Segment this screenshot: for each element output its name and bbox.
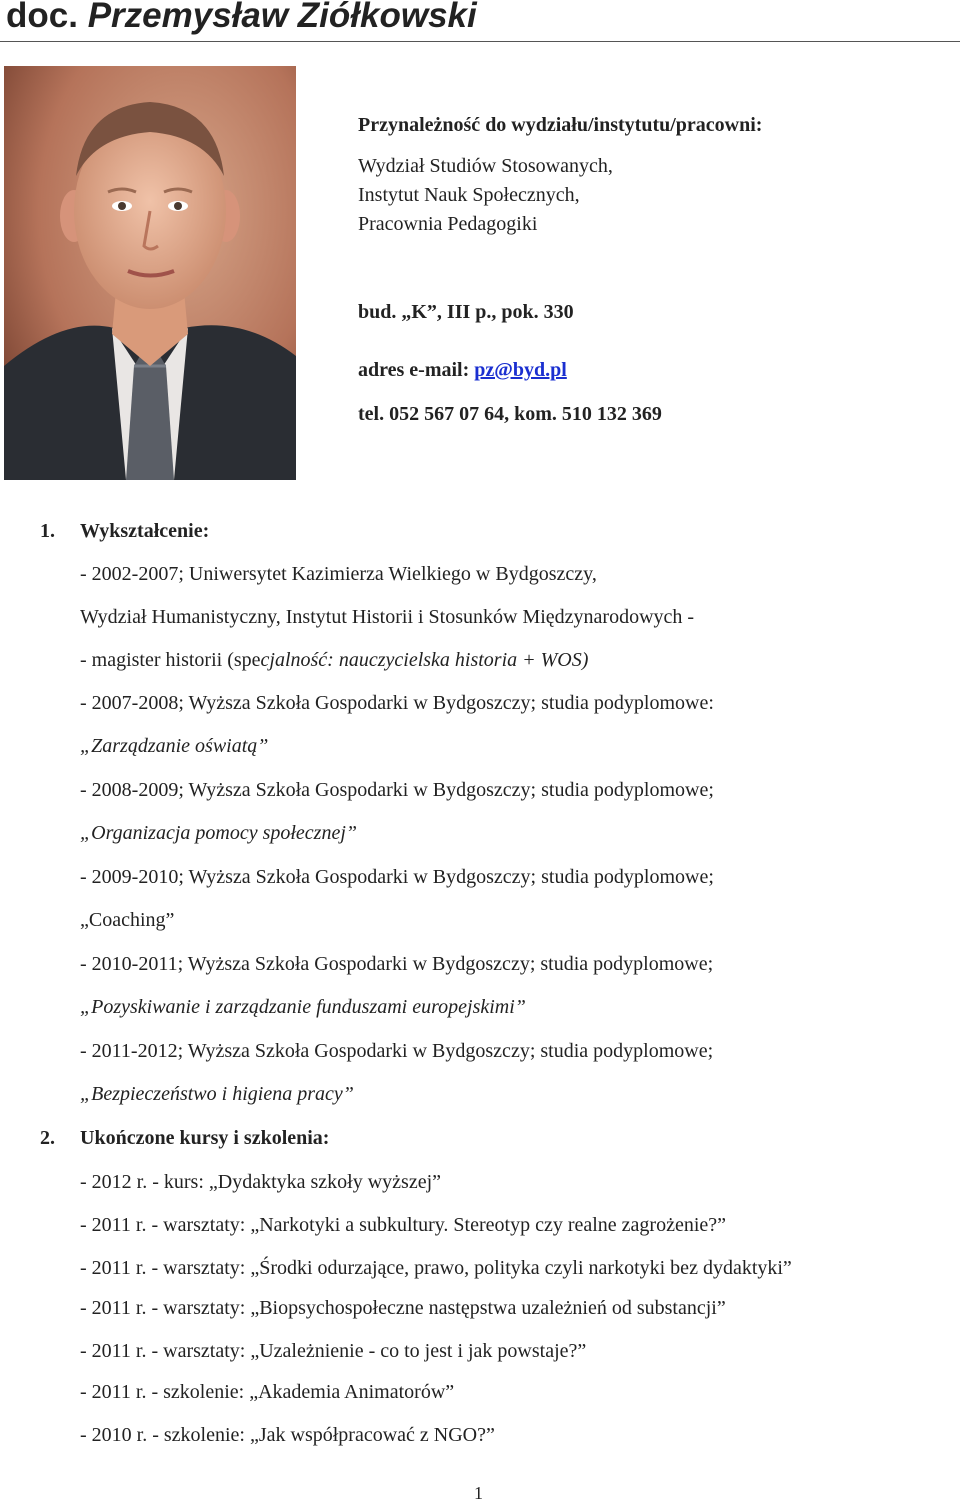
education-line: - 2008-2009; Wyższa Szkoła Gospodarki w Bydgoszczy; studia podyplomowe; <box>80 779 714 801</box>
education-line: „Pozyskiwanie i zarządzanie funduszami europejskimi” <box>80 996 526 1018</box>
education-line: „Coaching” <box>80 909 175 931</box>
course-item: - 2011 r. - warsztaty: „Uzależnienie - co to jest i jak powstaje?” <box>80 1340 587 1362</box>
email-link[interactable]: pz@byd.pl <box>474 359 567 381</box>
section-title: Ukończone kursy i szkolenia: <box>80 1127 330 1149</box>
affiliation-heading: Przynależność do wydziału/instytutu/pracowni: <box>358 114 763 136</box>
phone-line: tel. 052 567 07 64, kom. 510 132 369 <box>358 403 662 425</box>
section-number: 1. <box>40 520 55 542</box>
education-line: - magister historii (specjalność: nauczycielska historia + WOS) <box>80 649 589 671</box>
page-number: 1 <box>474 1483 483 1503</box>
email-label: adres e-mail: <box>358 359 475 381</box>
course-item: - 2011 r. - warsztaty: „Środki odurzające, prawo, polityka czyli narkotyki bez dydaktyki” <box>80 1257 792 1279</box>
education-line: - 2002-2007; Uniwersytet Kazimierza Wielkiego w Bydgoszczy, <box>80 563 597 585</box>
education-line: „Organizacja pomocy społecznej” <box>80 822 358 844</box>
affiliation-line: Wydział Studiów Stosowanych, <box>358 155 613 177</box>
title-prefix: doc. <box>6 0 78 35</box>
education-line: - 2010-2011; Wyższa Szkoła Gospodarki w Bydgoszczy; studia podyplomowe; <box>80 953 714 975</box>
education-line: - 2009-2010; Wyższa Szkoła Gospodarki w Bydgoszczy; studia podyplomowe; <box>80 866 714 888</box>
education-line: Wydział Humanistyczny, Instytut Historii i Stosunków Międzynarodowych - <box>80 606 695 628</box>
education-heading <box>40 520 209 543</box>
person-name: Przemysław Ziółkowski <box>87 0 477 35</box>
course-item: - 2011 r. - szkolenie: „Akademia Animatorów” <box>80 1381 455 1403</box>
education-line: - 2007-2008; Wyższa Szkoła Gospodarki w Bydgoszczy; studia podyplomowe: <box>80 692 714 714</box>
title-divider <box>0 41 960 42</box>
course-item: - 2011 r. - warsztaty: „Biopsychospołeczne następstwa uzależnień od substancji” <box>80 1297 726 1319</box>
education-line: - 2011-2012; Wyższa Szkoła Gospodarki w Bydgoszczy; studia podyplomowe; <box>80 1040 714 1062</box>
courses-heading <box>40 1127 329 1150</box>
education-line: „Bezpieczeństwo i higiena pracy” <box>80 1083 354 1105</box>
course-item: - 2010 r. - szkolenie: „Jak współpracować z NGO?” <box>80 1424 495 1446</box>
page-title <box>6 0 477 36</box>
email-line <box>358 359 567 382</box>
office-room: bud. „K”, III p., pok. 330 <box>358 301 574 323</box>
affiliation-line: Instytut Nauk Społecznych, <box>358 184 580 206</box>
course-item: - 2011 r. - warsztaty: „Narkotyki a subkultury. Stereotyp czy realne zagrożenie?” <box>80 1214 727 1236</box>
section-title: Wykształcenie: <box>80 520 210 542</box>
education-line: „Zarządzanie oświatą” <box>80 735 269 757</box>
affiliation-line: Pracownia Pedagogiki <box>358 213 538 235</box>
portrait-photo <box>4 66 296 480</box>
section-number: 2. <box>40 1127 55 1149</box>
course-item: - 2012 r. - kurs: „Dydaktyka szkoły wyższej” <box>80 1171 442 1193</box>
